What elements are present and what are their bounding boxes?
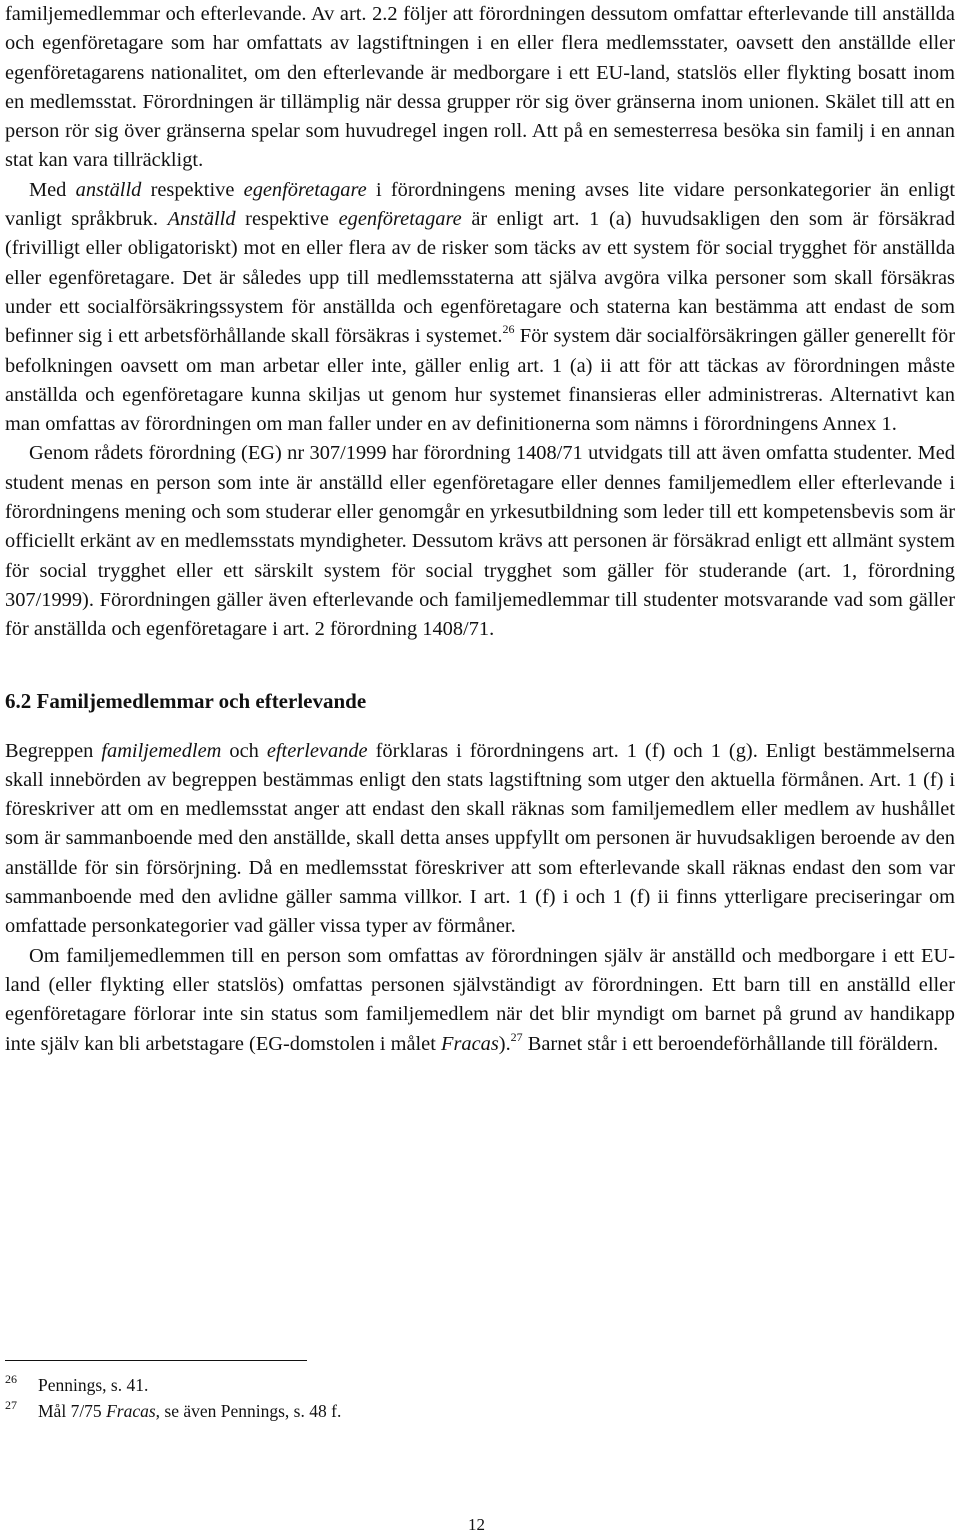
text-run: familjemedlemmar och efterlevande. Av art. 2.2 följer att förordningen dessutom omfattar efterlevande till anställda och egenföretagare som har omfattats av lagstiftningen i en eller flera medlemsstater, oavsett den anställde eller egenföretagarens nationalitet, om den efterlevande är medborgare i ett EU-land, statslös eller flykting bosatt inom en medlemsstat. Förordningen är tillämplig när dessa grupper rör sig över gränserna inom unionen. Skälet till att en person rör sig över gränserna spelar som huvudregel ingen roll. Att på en semesterresa besöka sin familj i en annan stat kan vara tillräckligt.	[5, 3, 955, 172]
italic-term: egenföretagare	[338, 208, 462, 231]
text-run: Mål 7/75	[38, 1401, 107, 1421]
text-run: respektive	[141, 178, 244, 201]
text-run: Pennings, s. 41.	[38, 1375, 149, 1395]
paragraph-1	[5, 0, 955, 176]
footnote-ref: 27	[510, 1029, 523, 1044]
footnote-text	[38, 1375, 148, 1395]
footnote-26	[5, 1372, 605, 1398]
footnote-ref: 26	[502, 322, 515, 337]
text-run: Med	[29, 178, 76, 201]
footnote-27	[5, 1398, 605, 1424]
text-run: förklaras i förordningens art. 1 (f) och 1 (g). Enligt bestämmelserna skall innebörden av begreppen bestämmas enligt den stats lagstiftning som utger den aktuella förmånen. Art. 1 (f) i föreskriver att om en medlemsstat anger att endast den skall räknas som familjemedlem eller medlem av hushållet som är sammanboende med den anställde, skall detta anses uppfyllt om personen är huvudsakligen beroende av den anställde för sin försörjning. Då en medlemsstat föreskriver att som efterlevande skall räknas endast den som var sammanboende med den avlidne gäller samma villkor. I art. 1 (f) i och 1 (f) ii finns ytterligare preciseringar om omfattade personkategorier vad gäller vissa typer av förmåner.	[5, 739, 956, 938]
page-number: 12	[468, 1515, 485, 1534]
document-page	[5, 0, 955, 1059]
italic-term: Fracas	[106, 1401, 156, 1421]
footnote-number: 27	[5, 1398, 17, 1412]
heading-spacer	[5, 716, 955, 737]
italic-term: egenföretagare	[243, 178, 367, 201]
text-run: Genom rådets förordning (EG) nr 307/1999 har förordning 1408/71 utvidgats till att även omfatta studenter. Med student menas en person som inte är anställd eller egenföretagare eller dennes familjemedlem eller efterlevande i förordningens mening och som studerar eller genomgår en yrkesutbildning som leder till ett kompetensbevis som är officiellt erkänt av en medlemsstats myndigheter. Dessutom krävs att personen är försäkrad enligt ett allmänt system för social trygghet eller ett särskilt system för social trygghet som gäller för studerande (art. 1, förordning 307/1999). Förordningen gäller även efterlevande och familjemedlemmar till studenter motsvarande vad som gäller för anställda och egenföretagare i art. 2 förordning 1408/71.	[5, 442, 955, 641]
italic-term: Anställd	[167, 208, 236, 231]
footnotes	[5, 1372, 605, 1424]
text-run: ).	[498, 1032, 511, 1055]
paragraph-4	[5, 737, 955, 942]
text-run: Barnet står i ett beroendeförhållande till föräldern.	[522, 1032, 939, 1055]
paragraph-3	[5, 439, 955, 644]
italic-term: Fracas	[441, 1032, 499, 1055]
text-run: Om familjemedlemmen till en person som omfattas av förordningen själv är anställd och medborgare i ett EU-land (eller flykting eller statslös) omfattas personen självständigt av förordningen. Ett barn till en anställd eller egenföretagare förlorar inte sin status som familjemedlem när det blir myndigt om barnet på grund av handikapp inte själv kan bli arbetstagare (EG-domstolen i målet	[5, 944, 955, 1055]
text-run: För system där socialförsäkringen gäller generellt för befolkningen oavsett om man arbetar eller inte, gäller enlig art. 1 (a) ii att för att täckas av förordningen måste anställda och egenföretagare kunna skiljas ut genom hur systemet finansieras eller administreras. Alternativt kan man omfattas av förordningen om man faller under en av definitionerna som nämns i förordningens Annex 1.	[5, 325, 955, 436]
text-run: Begreppen	[5, 739, 102, 762]
paragraph-2	[5, 176, 955, 440]
italic-term: familjemedlem	[101, 739, 222, 762]
text-run: är enligt art. 1 (a) huvudsakligen den som är försäkrad (frivilligt eller obligatoriskt) mot en eller flera av de risker som täcks av ett system för social trygghet för anställda eller egenföretagare. Det är således upp till medlemsstaterna att själva avgöra vilka personer som skall försäkras under ett socialförsäkringssystem för anställda och egenföretagare och staterna kan bestämma att endast de som befinner sig i ett arbetsförhållande skall försäkras i systemet.	[5, 208, 955, 348]
paragraph-5	[5, 942, 955, 1059]
footnote-separator	[5, 1360, 307, 1361]
text-run: i förordningens mening avses lite vidare personkategorier än enligt vanligt språkbruk.	[5, 178, 955, 231]
footnote-text	[38, 1401, 341, 1421]
section-heading: 6.2 Familjemedlemmar och efterlevande	[5, 688, 367, 713]
text-run: respektive	[235, 208, 339, 231]
text-run: och	[221, 739, 267, 762]
text-run: , se även Pennings, s. 48 f.	[155, 1401, 342, 1421]
italic-term: efterlevande	[266, 739, 368, 762]
footnote-number: 26	[5, 1372, 17, 1386]
italic-term: anställd	[75, 178, 142, 201]
